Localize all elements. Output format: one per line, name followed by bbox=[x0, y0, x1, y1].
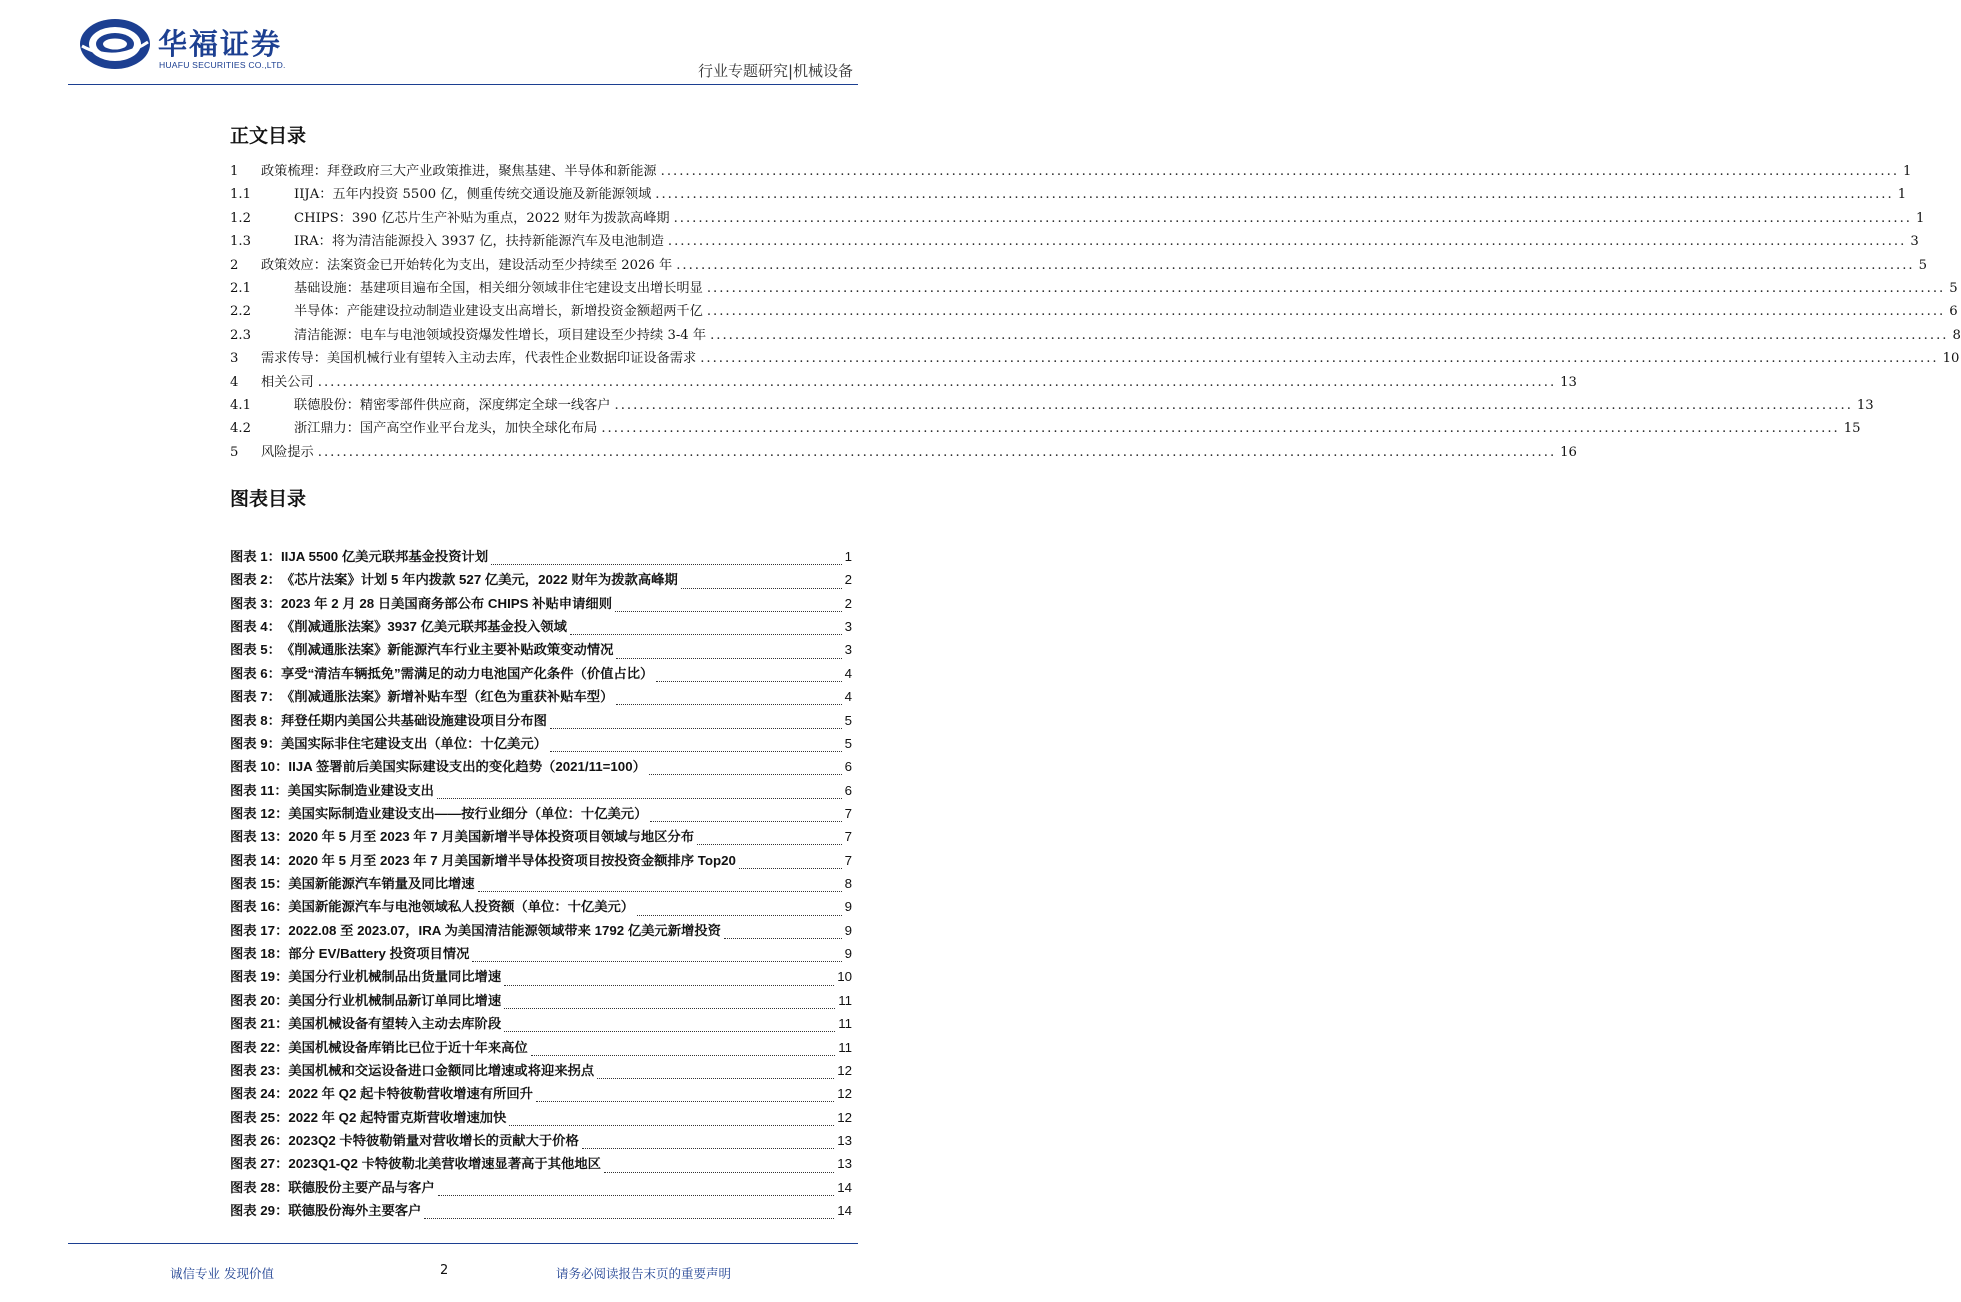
figure-entry-label: 图表 19： bbox=[230, 969, 289, 985]
toc-entry-text: CHIPS：390 亿芯片生产补贴为重点，2022 财年为拨款高峰期 bbox=[294, 210, 670, 226]
figure-leader-dots bbox=[697, 833, 842, 846]
figure-entry[interactable] bbox=[230, 709, 852, 732]
toc-leader-dots: ........................................................................................................................................................................................................ bbox=[655, 187, 1894, 203]
huafu-logo-icon bbox=[78, 16, 152, 72]
figure-leader-dots bbox=[491, 552, 841, 565]
figure-leader-dots bbox=[437, 786, 842, 799]
toc-entry-page: 1 bbox=[1915, 210, 1925, 226]
figure-leader-dots bbox=[472, 949, 841, 962]
figure-entry-page: 5 bbox=[844, 712, 852, 728]
figure-entry-label: 图表 29： bbox=[230, 1203, 289, 1219]
toc-entry-text: 清洁能源：电车与电池领域投资爆发性增长，项目建设至少持续 3-4 年 bbox=[294, 327, 707, 343]
figure-entry-label: 图表 3： bbox=[230, 595, 281, 611]
toc-entry[interactable] bbox=[230, 207, 1925, 230]
figure-entry-page: 13 bbox=[837, 1156, 852, 1172]
figure-entry[interactable] bbox=[230, 755, 852, 778]
figure-entry[interactable] bbox=[230, 1176, 852, 1199]
figure-entry[interactable] bbox=[230, 965, 852, 988]
figure-entry-title: 美国分行业机械制品出货量同比增速 bbox=[288, 969, 502, 985]
toc-entry-number: 5 bbox=[230, 444, 239, 460]
figure-entry-page: 4 bbox=[844, 689, 852, 705]
toc-entry-page: 8 bbox=[1952, 327, 1961, 343]
figure-entry-title: 部分 EV/Battery 投资项目情况 bbox=[288, 946, 470, 962]
logo-english-name: HUAFU SECURITIES CO.,LTD. bbox=[159, 60, 286, 70]
figure-entry-title: 2020 年 5 月至 2023 年 7 月美国新增半导体投资项目领域与地区分布 bbox=[288, 829, 695, 845]
toc-title: 正文目录 bbox=[230, 125, 307, 147]
figure-entry-title: 《削减通胀法案》新增补贴车型（红色为重获补贴车型） bbox=[280, 689, 614, 705]
toc-entry[interactable] bbox=[230, 371, 1577, 394]
figure-entry-label: 图表 27： bbox=[230, 1156, 289, 1172]
figure-entry[interactable] bbox=[230, 802, 852, 825]
figure-entry-title: 拜登任期内美国公共基础设施建设项目分布图 bbox=[280, 712, 547, 728]
figure-entry-page: 9 bbox=[844, 922, 852, 938]
figure-entry[interactable] bbox=[230, 919, 852, 942]
toc-leader-dots: ........................................................................................................................................................................................................ bbox=[706, 304, 1946, 320]
toc-entry[interactable] bbox=[230, 347, 1960, 370]
toc-leader-dots: ........................................................................................................................................................................................................ bbox=[317, 444, 1557, 460]
figure-leader-dots bbox=[550, 716, 842, 729]
figure-entry-title: 2023 年 2 月 28 日美国商务部公布 CHIPS 补贴申请细则 bbox=[280, 595, 612, 611]
toc-leader-dots: ........................................................................................................................................................................................................ bbox=[317, 374, 1557, 390]
figure-leader-dots bbox=[424, 1206, 834, 1219]
figure-entry[interactable] bbox=[230, 779, 852, 802]
figure-entry-page: 11 bbox=[838, 992, 852, 1008]
figure-leader-dots bbox=[656, 669, 841, 682]
figure-entry[interactable] bbox=[230, 1152, 852, 1175]
toc-entry-text: 基础设施：基建项目遍布全国，相关细分领域非住宅建设支出增长明显 bbox=[294, 280, 703, 296]
toc-leader-dots: ........................................................................................................................................................................................................ bbox=[667, 234, 1907, 250]
figure-leader-dots bbox=[509, 1113, 834, 1126]
figure-entry[interactable] bbox=[230, 989, 852, 1012]
figure-leader-dots bbox=[478, 879, 842, 892]
toc-leader-dots: ........................................................................................................................................................................................................ bbox=[706, 280, 1946, 296]
toc-entry[interactable] bbox=[230, 394, 1874, 417]
toc-entry-page: 10 bbox=[1942, 351, 1960, 367]
toc-entry[interactable] bbox=[230, 300, 1958, 323]
figure-entry-label: 图表 5： bbox=[230, 642, 281, 658]
logo-chinese-name: 华福证券 bbox=[158, 27, 283, 61]
figure-entry-page: 8 bbox=[844, 876, 852, 892]
toc-entry-number: 4.1 bbox=[230, 397, 251, 413]
figure-entry-label: 图表 8： bbox=[230, 712, 281, 728]
figure-entry-label: 图表 18： bbox=[230, 946, 289, 962]
figure-leader-dots bbox=[582, 1136, 834, 1149]
figure-entry-title: 美国机械设备有望转入主动去库阶段 bbox=[288, 1016, 502, 1032]
figure-entry-title: 2023Q2 卡特彼勒销量对营收增长的贡献大于价格 bbox=[288, 1132, 579, 1148]
toc-entry-page: 1 bbox=[1903, 164, 1912, 179]
toc-entry-page: 13 bbox=[1856, 397, 1874, 413]
toc-entry-page: 1 bbox=[1897, 187, 1907, 203]
toc-entry-number: 2.3 bbox=[230, 327, 251, 343]
figure-entry-label: 图表 21： bbox=[230, 1016, 289, 1032]
table-of-contents bbox=[230, 160, 1961, 464]
toc-entry-text: 浙江鼎力：国产高空作业平台龙头，加快全球化布局 bbox=[294, 421, 598, 437]
figure-entry-page: 7 bbox=[844, 829, 852, 845]
figure-entry[interactable] bbox=[230, 1082, 852, 1105]
figure-entry-title: 联德股份海外主要客户 bbox=[288, 1203, 422, 1219]
figure-entry-title: 2022 年 Q2 起特雷克斯营收增速加快 bbox=[288, 1109, 507, 1125]
figure-entry-title: 美国新能源汽车与电池领域私人投资额（单位：十亿美元） bbox=[288, 899, 635, 915]
toc-entry[interactable] bbox=[230, 183, 1907, 206]
figure-entry-page: 12 bbox=[837, 1109, 852, 1125]
figure-entry-page: 11 bbox=[838, 1016, 852, 1032]
toc-entry-number: 2.2 bbox=[230, 304, 251, 320]
figure-leader-dots bbox=[504, 996, 835, 1009]
figure-entry-page: 4 bbox=[844, 665, 852, 681]
figure-entry-title: 美国分行业机械制品新订单同比增速 bbox=[288, 992, 502, 1008]
figure-entry-page: 3 bbox=[844, 619, 852, 635]
figure-entry-label: 图表 6： bbox=[230, 665, 281, 681]
toc-entry-text: 需求传导：美国机械行业有望转入主动去库，代表性企业数据印证设备需求 bbox=[261, 351, 697, 367]
figure-entry-page: 6 bbox=[844, 782, 852, 798]
toc-entry[interactable] bbox=[230, 230, 1919, 253]
figure-entry-title: 美国机械设备库销比已位于近十年来高位 bbox=[288, 1039, 528, 1055]
toc-entry-number: 1.3 bbox=[230, 234, 251, 250]
toc-entry-number: 1 bbox=[230, 164, 239, 179]
toc-leader-dots: ........................................................................................................................................................................................................ bbox=[710, 327, 1949, 343]
report-category: 行业专题研究|机械设备 bbox=[697, 62, 853, 80]
toc-entry-text: 相关公司 bbox=[261, 374, 314, 390]
toc-entry[interactable] bbox=[230, 254, 1927, 277]
toc-entry[interactable] bbox=[230, 441, 1577, 464]
figure-entry-title: IIJA 签署前后美国实际建设支出的变化趋势（2021/11=100） bbox=[288, 759, 646, 775]
figure-entry[interactable] bbox=[230, 685, 852, 708]
toc-entry-number: 1.1 bbox=[230, 187, 251, 203]
toc-leader-dots: ........................................................................................................................................................................................................ bbox=[614, 397, 1853, 413]
figure-entry[interactable] bbox=[230, 662, 852, 685]
toc-entry-text: 政策梳理：拜登政府三大产业政策推进，聚焦基建、半导体和新能源 bbox=[261, 164, 657, 179]
toc-entry-number: 4 bbox=[230, 374, 239, 390]
toc-entry-text: 政策效应：法案资金已开始转化为支出，建设活动至少持续至 2026 年 bbox=[261, 257, 673, 273]
figure-leader-dots bbox=[536, 1089, 834, 1102]
figure-leader-dots bbox=[650, 809, 841, 822]
toc-entry-text: IIJA：五年内投资 5500 亿，侧重传统交通设施及新能源领域 bbox=[294, 187, 652, 203]
figure-entry-title: 2022 年 Q2 起卡特彼勒营收增速有所回升 bbox=[288, 1086, 533, 1102]
toc-leader-dots: ........................................................................................................................................................................................................ bbox=[673, 210, 1912, 226]
figure-entry-label: 图表 28： bbox=[230, 1179, 289, 1195]
figure-entry-page: 14 bbox=[837, 1179, 852, 1195]
figure-entry-page: 11 bbox=[838, 1039, 852, 1055]
figure-entry-label: 图表 11： bbox=[230, 782, 288, 798]
toc-entry-number: 1.2 bbox=[230, 210, 251, 226]
figure-leader-dots bbox=[637, 903, 841, 916]
toc-entry-number: 2.1 bbox=[230, 280, 251, 296]
figure-entry[interactable] bbox=[230, 849, 852, 872]
figure-entry-page: 7 bbox=[844, 852, 852, 868]
figure-leader-dots bbox=[649, 762, 842, 775]
toc-entry-text: 联德股份：精密零部件供应商，深度绑定全球一线客户 bbox=[294, 397, 611, 413]
figure-entry-label: 图表 17： bbox=[230, 922, 289, 938]
figure-entry-page: 10 bbox=[837, 969, 852, 985]
toc-entry-number: 2 bbox=[230, 257, 239, 273]
figure-entry[interactable] bbox=[230, 568, 852, 591]
figure-leader-dots bbox=[616, 692, 841, 705]
figure-entry-title: 2020 年 5 月至 2023 年 7 月美国新增半导体投资项目按投资金额排序 Top20 bbox=[288, 852, 736, 868]
figure-entry-title: 美国新能源汽车销量及同比增速 bbox=[288, 876, 475, 892]
figure-entry-label: 图表 7： bbox=[230, 689, 281, 705]
toc-leader-dots: ........................................................................................................................................................................................................ bbox=[676, 257, 1915, 273]
figure-entry-page: 3 bbox=[844, 642, 852, 658]
toc-entry-page: 16 bbox=[1560, 444, 1577, 460]
figure-leader-dots bbox=[531, 1043, 835, 1056]
figure-entry-title: 联德股份主要产品与客户 bbox=[288, 1179, 435, 1195]
figure-entry-label: 图表 23： bbox=[230, 1062, 289, 1078]
figure-entry[interactable] bbox=[230, 545, 852, 568]
figure-entry-page: 9 bbox=[844, 899, 852, 915]
toc-entry-page: 15 bbox=[1843, 421, 1861, 437]
figure-entry[interactable] bbox=[230, 732, 852, 755]
figure-entry-page: 14 bbox=[837, 1203, 852, 1219]
toc-entry-text: 风险提示 bbox=[261, 444, 314, 460]
page-number: 2 bbox=[440, 1263, 449, 1278]
figure-entry-title: 美国机械和交运设备进口金额同比增速或将迎来拐点 bbox=[288, 1062, 595, 1078]
figure-entry-label: 图表 16： bbox=[230, 899, 289, 915]
toc-entry-page: 5 bbox=[1918, 257, 1927, 273]
figure-entry-label: 图表 12： bbox=[230, 805, 289, 821]
figure-entry-page: 12 bbox=[837, 1086, 852, 1102]
figure-leader-dots bbox=[615, 599, 842, 612]
toc-entry-page: 13 bbox=[1560, 374, 1577, 390]
figure-entry[interactable] bbox=[230, 615, 852, 638]
figure-leader-dots bbox=[504, 973, 834, 986]
figure-entry[interactable] bbox=[230, 1199, 852, 1222]
figures-title: 图表目录 bbox=[230, 488, 307, 510]
toc-leader-dots: ........................................................................................................................................................................................................ bbox=[700, 351, 1939, 367]
figure-entry-label: 图表 13： bbox=[230, 829, 289, 845]
list-of-figures bbox=[230, 545, 852, 1222]
figure-entry[interactable] bbox=[230, 895, 852, 918]
figure-entry[interactable] bbox=[230, 1012, 852, 1035]
toc-entry-number: 4.2 bbox=[230, 421, 251, 437]
figure-leader-dots bbox=[681, 576, 842, 589]
figure-entry-page: 13 bbox=[837, 1132, 852, 1148]
figure-entry-label: 图表 4： bbox=[230, 619, 281, 635]
figure-entry[interactable] bbox=[230, 1106, 852, 1129]
figure-leader-dots bbox=[438, 1183, 835, 1196]
company-logo bbox=[78, 16, 318, 76]
figure-entry-title: 《芯片法案》计划 5 年内拨款 527 亿美元，2022 财年为拨款高峰期 bbox=[280, 572, 678, 588]
figure-leader-dots bbox=[739, 856, 842, 869]
toc-entry[interactable] bbox=[230, 160, 1912, 183]
figure-entry[interactable] bbox=[230, 1036, 852, 1059]
toc-entry-number: 3 bbox=[230, 351, 239, 367]
figure-entry-label: 图表 1： bbox=[230, 549, 281, 564]
figure-entry-label: 图表 20： bbox=[230, 992, 289, 1008]
figure-entry-label: 图表 15： bbox=[230, 876, 289, 892]
figure-entry-title: 美国实际非住宅建设支出（单位：十亿美元） bbox=[280, 735, 547, 751]
figure-entry-title: 《削减通胀法案》3937 亿美元联邦基金投入领域 bbox=[280, 619, 567, 635]
toc-entry[interactable] bbox=[230, 324, 1961, 347]
figure-entry[interactable] bbox=[230, 638, 852, 661]
figure-entry[interactable] bbox=[230, 872, 852, 895]
figure-entry-label: 图表 25： bbox=[230, 1109, 289, 1125]
figure-entry[interactable] bbox=[230, 1129, 852, 1152]
figure-leader-dots bbox=[724, 926, 842, 939]
figure-entry-page: 9 bbox=[844, 946, 852, 962]
figure-entry-page: 2 bbox=[844, 572, 852, 588]
figure-leader-dots bbox=[570, 622, 842, 635]
figure-entry-page: 1 bbox=[844, 549, 852, 564]
toc-entry-page: 3 bbox=[1910, 234, 1919, 250]
figure-entry-title: 美国实际制造业建设支出——按行业细分（单位：十亿美元） bbox=[288, 805, 648, 821]
toc-entry[interactable] bbox=[230, 277, 1958, 300]
figure-leader-dots bbox=[504, 1019, 835, 1032]
toc-entry-page: 5 bbox=[1949, 280, 1958, 296]
toc-entry-text: 半导体：产能建设拉动制造业建设支出高增长，新增投资金额超两千亿 bbox=[294, 304, 703, 320]
figure-entry-title: 2022.08 至 2023.07，IRA 为美国清洁能源领域带来 1792 亿美元新增投资 bbox=[288, 922, 721, 938]
figure-entry-page: 12 bbox=[837, 1062, 852, 1078]
figure-leader-dots bbox=[616, 646, 841, 659]
figure-entry[interactable] bbox=[230, 1059, 852, 1082]
figure-entry-label: 图表 2： bbox=[230, 572, 281, 588]
figure-entry-title: IIJA 5500 亿美元联邦基金投资计划 bbox=[280, 549, 489, 564]
toc-leader-dots: ........................................................................................................................................................................................................ bbox=[601, 421, 1840, 437]
figure-entry-page: 5 bbox=[844, 735, 852, 751]
figure-entry-title: 《削减通胀法案》新能源汽车行业主要补贴政策变动情况 bbox=[280, 642, 614, 658]
figure-entry-label: 图表 14： bbox=[230, 852, 289, 868]
figure-entry-label: 图表 9： bbox=[230, 735, 281, 751]
figure-entry-label: 图表 10： bbox=[230, 759, 289, 775]
figure-entry-title: 享受“清洁车辆抵免”需满足的动力电池国产化条件（价值占比） bbox=[280, 665, 654, 681]
figure-entry-page: 7 bbox=[844, 805, 852, 821]
figure-entry[interactable] bbox=[230, 942, 852, 965]
figure-entry-label: 图表 22： bbox=[230, 1039, 289, 1055]
figure-entry-page: 2 bbox=[844, 595, 852, 611]
footer-divider bbox=[68, 1243, 858, 1244]
figure-entry-title: 2023Q1-Q2 卡特彼勒北美营收增速显著高于其他地区 bbox=[288, 1156, 601, 1172]
footer-slogan: 诚信专业 发现价值 bbox=[170, 1266, 274, 1281]
header-divider bbox=[68, 84, 858, 85]
toc-leader-dots: ........................................................................................................................................................................................................ bbox=[660, 164, 1900, 179]
figure-entry-title: 美国实际制造业建设支出 bbox=[287, 782, 434, 798]
figure-entry[interactable] bbox=[230, 825, 852, 848]
figure-entry-label: 图表 26： bbox=[230, 1132, 289, 1148]
figure-leader-dots bbox=[604, 1160, 834, 1173]
figure-leader-dots bbox=[550, 739, 842, 752]
toc-entry-page: 6 bbox=[1949, 304, 1958, 320]
figure-leader-dots bbox=[597, 1066, 834, 1079]
figure-entry[interactable] bbox=[230, 592, 852, 615]
toc-entry-text: IRA：将为清洁能源投入 3937 亿，扶持新能源汽车及电池制造 bbox=[294, 234, 664, 250]
figure-entry-page: 6 bbox=[844, 759, 852, 775]
footer-disclaimer: 请务必阅读报告末页的重要声明 bbox=[556, 1266, 732, 1281]
figure-entry-label: 图表 24： bbox=[230, 1086, 289, 1102]
toc-entry[interactable] bbox=[230, 417, 1861, 440]
